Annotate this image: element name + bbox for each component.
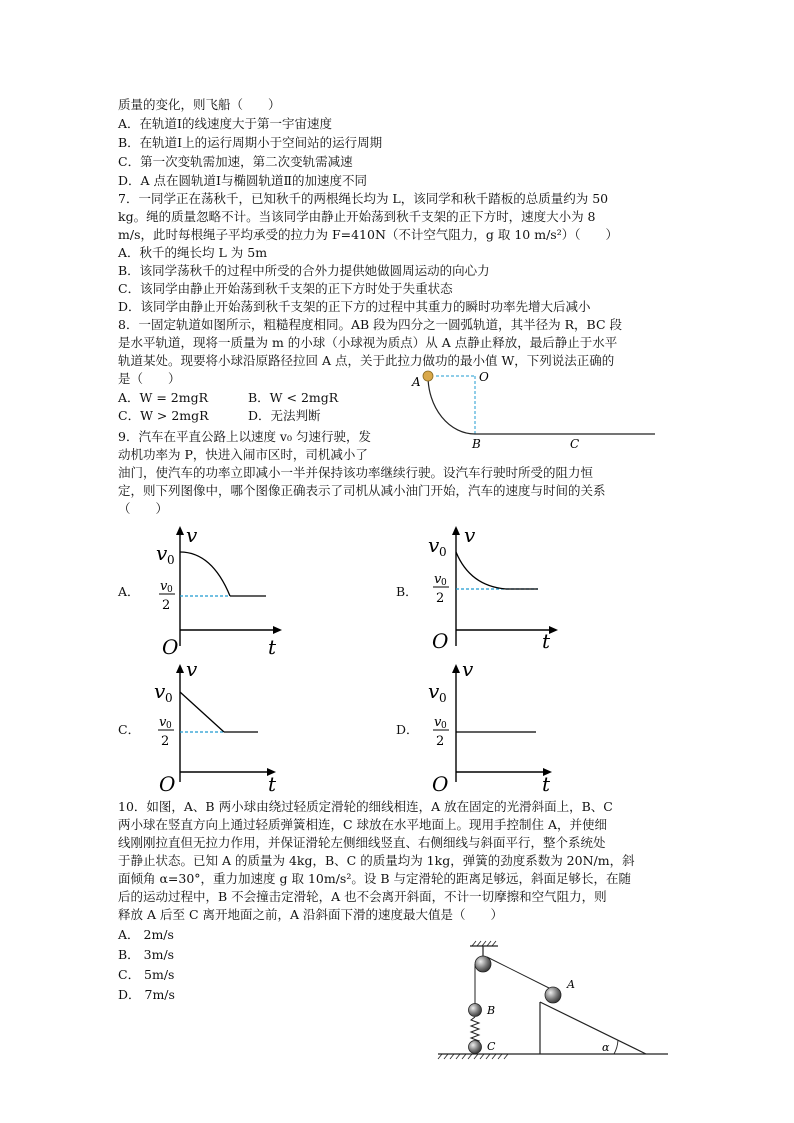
q9-stem-line-3: 油门，使汽车的功率立即减小一半并保持该功率继续行驶。设汽车行驶时所受的阻力恒 <box>118 465 594 480</box>
q10-option-d: D． 7m/s <box>118 987 175 1002</box>
label-b: B <box>487 1004 496 1017</box>
svg-text:t: t <box>268 772 277 794</box>
label-o: O <box>479 370 489 384</box>
incline <box>540 1002 646 1054</box>
q6-option-a: A．在轨道Ⅰ的线速度大于第一宇宙速度 <box>118 116 332 131</box>
ball-c <box>469 1041 482 1054</box>
q6-option-c: C．第一次变轨需加速，第二次变轨需减速 <box>118 154 353 169</box>
q8-option-a: A．W = 2mgR <box>118 390 209 405</box>
svg-text:0: 0 <box>439 691 447 705</box>
q7-option-d: D．该同学由静止开始荡到秋千支架的正下方的过程中其重力的瞬时功率先增大后减小 <box>118 299 591 314</box>
svg-text:v: v <box>160 579 168 594</box>
svg-text:t: t <box>268 635 277 659</box>
q9-graph-label-c: C． <box>118 722 141 737</box>
svg-text:2: 2 <box>161 734 170 749</box>
spring <box>471 1017 479 1043</box>
svg-text:2: 2 <box>436 591 445 606</box>
svg-text:t: t <box>542 629 551 653</box>
label-c: C <box>570 437 580 451</box>
label-c: C <box>487 1040 496 1053</box>
q10-stem-line-1: 10．如图，A、B 两小球由绕过轻质定滑轮的细线相连，A 放在固定的光滑斜面上，B、C <box>118 799 613 814</box>
q9-graph-label-b: B． <box>396 584 418 599</box>
q9-stem-line-2: 动机功率为 P，快进入闹市区时，司机减小了 <box>118 447 368 462</box>
q10-option-c: C． 5m/s <box>118 967 175 982</box>
q10-stem-line-4: 于静止状态。已知 A 的质量为 4kg，B、C 的质量均为 1kg，弹簧的劲度系数为 20N/m，斜 <box>118 853 635 868</box>
label-a: A <box>412 375 421 389</box>
q7-option-c: C．该同学由静止开始荡到秋千支架的正下方时处于失重状态 <box>118 281 453 296</box>
curve <box>180 552 230 596</box>
svg-text:2: 2 <box>162 598 171 613</box>
q10-stem-line-5: 面倾角 α=30°，重力加速度 g 取 10m/s²。设 B 与定滑轮的距离足够远，斜面足够长，在随 <box>118 871 631 886</box>
q10-stem-line-3: 线刚刚拉直但无拉力作用，并保证滑轮左侧细线竖直、右侧细线与斜面平行，整个系统处 <box>118 835 606 850</box>
q10-stem-line-7: 释放 A 后至 C 离开地面之前，A 沿斜面下滑的速度最大值是（ ） <box>118 907 503 922</box>
svg-text:v: v <box>186 660 198 681</box>
q9-graph-a <box>150 520 290 660</box>
svg-text:v: v <box>462 660 474 681</box>
svg-text:v: v <box>186 523 198 547</box>
q6-option-b: B．在轨道Ⅰ上的运行周期小于空间站的运行周期 <box>118 135 383 150</box>
ball-b <box>469 1004 482 1017</box>
q7-option-a: A．秋千的绳长均 L 为 5m <box>118 245 268 260</box>
label-b: B <box>472 437 481 451</box>
svg-text:0: 0 <box>167 553 175 567</box>
q7-stem-line-2: kg。绳的质量忽略不计。当该同学由静止开始荡到秋千支架的正下方时，速度大小为 8 <box>118 209 596 224</box>
q8-stem-line-1: 8．一固定轨道如图所示，粗糙程度相同。AB 段为四分之一圆弧轨道，其半径为 R，BC 段 <box>118 317 622 332</box>
label-alpha: α <box>602 1041 610 1054</box>
q10-option-a: A． 2m/s <box>118 927 174 942</box>
q10-pulley-figure <box>436 938 672 1062</box>
curve <box>456 552 506 589</box>
svg-text:0: 0 <box>165 691 173 705</box>
q9-graph-label-a: A． <box>118 584 140 599</box>
svg-text:v: v <box>156 541 168 565</box>
q8-stem-line-4: 是（ ） <box>118 371 181 386</box>
pulley <box>475 956 491 972</box>
q7-option-b: B．该同学荡秋千的过程中所受的合外力提供她做圆周运动的向心力 <box>118 263 490 278</box>
svg-text:v: v <box>159 715 167 730</box>
q9-graph-c <box>150 660 290 794</box>
q7-stem-line-1: 7．一同学正在荡秋千，已知秋千的两根绳长均为 L，该同学和秋千踏板的总质量约为 50 <box>118 191 609 206</box>
q9-stem-line-4: 定，则下列图像中，哪个图像正确表示了司机从减小油门开始，汽车的速度与时间的关系 <box>118 483 606 498</box>
q9-stem-line-1: 9．汽车在平直公路上以速度 v₀ 匀速行驶，发 <box>118 429 371 444</box>
q9-graph-label-d: D． <box>396 722 419 737</box>
svg-text:O: O <box>432 772 449 794</box>
svg-text:O: O <box>162 635 179 659</box>
svg-text:0: 0 <box>439 545 447 559</box>
label-a: A <box>567 978 575 991</box>
svg-text:v: v <box>434 572 442 587</box>
q6-stem: 质量的变化，则飞船（ ） <box>118 97 281 112</box>
q8-stem-line-2: 是水平轨道，现将一质量为 m 的小球（小球视为质点）从 A 点静止释放，最后静止于水平 <box>118 335 618 350</box>
svg-text:t: t <box>542 772 551 794</box>
q8-track-figure <box>400 362 670 452</box>
q9-graph-d <box>426 660 566 794</box>
svg-text:v: v <box>464 523 476 547</box>
svg-text:0: 0 <box>167 585 173 595</box>
ball-a <box>545 987 561 1003</box>
q7-stem-line-3: m/s，此时每根绳子平均承受的拉力为 F=410N（不计空气阻力，g 取 10 m/s²）（ ） <box>118 227 618 242</box>
svg-text:0: 0 <box>166 721 172 731</box>
q10-stem-line-2: 两小球在竖直方向上通过轻质弹簧相连，C 球放在水平地面上。现用手控制住 A，并使细 <box>118 817 608 832</box>
svg-text:0: 0 <box>441 578 447 588</box>
svg-text:0: 0 <box>441 721 447 731</box>
q8-option-c: C．W > 2mgR <box>118 408 209 423</box>
svg-text:v: v <box>434 715 442 730</box>
q10-option-b: B． 3m/s <box>118 947 175 962</box>
svg-text:O: O <box>159 772 176 794</box>
q8-stem-line-3: 轨道某处。现要将小球沿原路径拉回 A 点，关于此拉力做功的最小值 W，下列说法正确的 <box>118 353 615 368</box>
svg-text:v: v <box>428 679 440 703</box>
q10-stem-line-6: 后的运动过程中，B 不会撞击定滑轮，A 也不会离开斜面，不计一切摩擦和空气阻力，则 <box>118 889 607 904</box>
q8-option-b: B．W < 2mgR <box>248 390 339 405</box>
q9-graph-b <box>426 520 566 660</box>
quarter-arc-track <box>428 376 475 434</box>
svg-text:2: 2 <box>436 734 445 749</box>
q8-option-d: D．无法判断 <box>248 408 321 423</box>
q9-stem-line-5: （ ） <box>118 501 169 516</box>
q6-option-d: D．A 点在圆轨道Ⅰ与椭圆轨道Ⅱ的加速度不同 <box>118 173 367 188</box>
line <box>180 692 224 732</box>
svg-text:v: v <box>154 679 166 703</box>
ball <box>423 371 433 381</box>
svg-text:v: v <box>428 533 440 557</box>
svg-text:O: O <box>432 629 449 653</box>
